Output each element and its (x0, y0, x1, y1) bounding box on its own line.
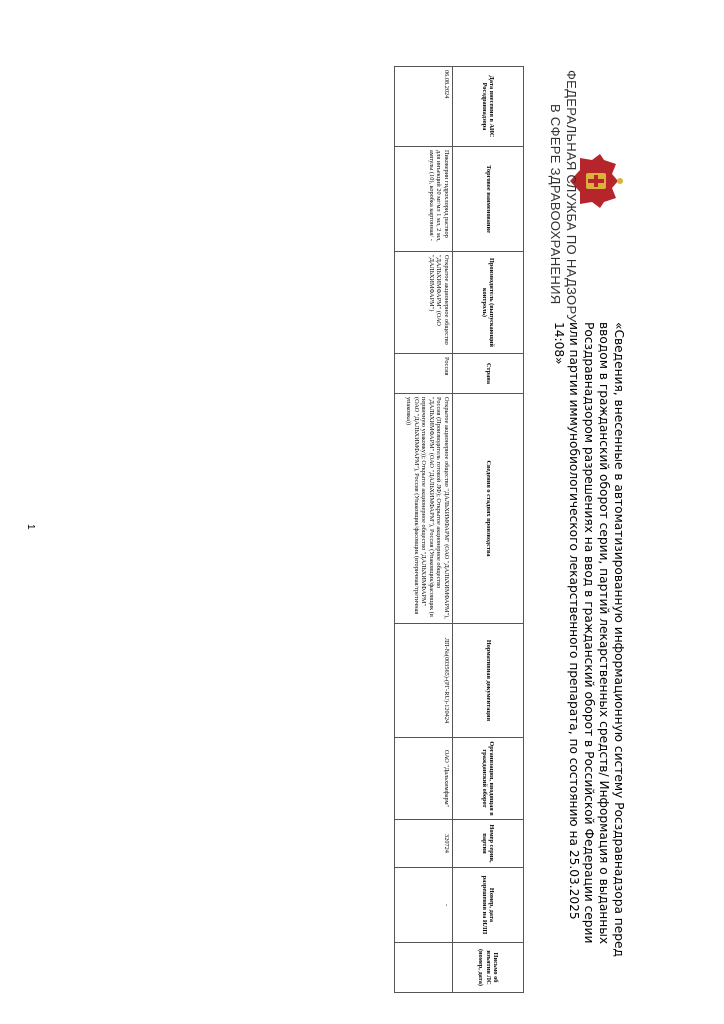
col-header-trade-name: Торговое наименование (453, 147, 524, 252)
col-header-date: Дата внесения в АИС Росздравнадзора (453, 67, 524, 147)
page-number: 1 (25, 524, 36, 530)
cell-withdrawal-letter (395, 943, 453, 993)
cell-date: 06.08.2024 (395, 67, 453, 147)
table-header-row (453, 67, 524, 993)
col-header-manufacturer: Производитель (выпускающий контроль) (453, 252, 524, 354)
table-row (395, 67, 453, 993)
document-heading: «Сведения, внесенные в автоматизированную информационную систему Росздравнадзора перед вводом в гражданский оборот серии, партий лекарственных средств/ Информация о выданных Росздравнадзором разрешениях на ввод в гражданский оборот в Российской Федерации серии или партии иммунобиологического лекарственного препарата, по состоянию на 25.03.2025 14:08» (552, 322, 626, 957)
cell-normative-docs: ЛП-№(003565)-(РГ-RU)-120424 (395, 624, 453, 738)
agency-name-line1: ФЕДЕРАЛЬНАЯ СЛУЖБА ПО НАДЗОРУ (564, 70, 579, 323)
col-header-withdrawal-letter: Письмо об изъятии ЛС (номер, дата) (453, 943, 524, 993)
col-header-organization: Организация, вводящая в гражданский оборот (453, 738, 524, 820)
cell-manufacturer: Открытое акционерное общество "ДАЛЬХИМФАРМ" (ОАО "ДАЛЬХИМФАРМ") (395, 252, 453, 354)
col-header-country: Страна (453, 354, 524, 394)
col-header-batch-number: Номер серии, партии (453, 820, 524, 868)
agency-name-line2: В СФЕРЕ ЗДРАВООХРАНЕНИЯ (548, 104, 563, 305)
col-header-production-stages: Сведения о стадиях производства (453, 394, 524, 624)
col-header-normative-docs: Нормативная документация (453, 624, 524, 738)
col-header-permit: Номер, дата разрешения на ИЛП (453, 868, 524, 943)
cell-organization: ОАО "Дальхимфарм" (395, 738, 453, 820)
cell-permit: - (395, 868, 453, 943)
cell-batch-number: 320724 (395, 820, 453, 868)
cell-trade-name: Пиковерин гидрохлорид раствор для инъекций 20 мг/мл 1 мл, 2 мл, ампулы (10), коробка картонная/ - (395, 147, 453, 252)
cell-production-stages: Открытое акционерное общество "ДАЛЬХИМФАРМ" (ОАО "ДАЛЬХИМФАРМ"), Россия (Производитель готовой ЛФ); Открытое акционерное общество "ДАЛЬХИМФАРМ" (ОАО "ДАЛЬХИМФАРМ"), Россия (Упаковщик/фасовщик (в первичную упаковку)); Открытое акционерное общество "ДАЛЬХИМФАРМ" (ОАО "ДАЛЬХИМФАРМ"), Россия (Упаковщик/фасовщик (вторичная/третичная упаковка)) (395, 394, 453, 624)
agency-name (547, 70, 579, 323)
cell-country: Россия (395, 354, 453, 394)
registry-table (394, 66, 524, 993)
